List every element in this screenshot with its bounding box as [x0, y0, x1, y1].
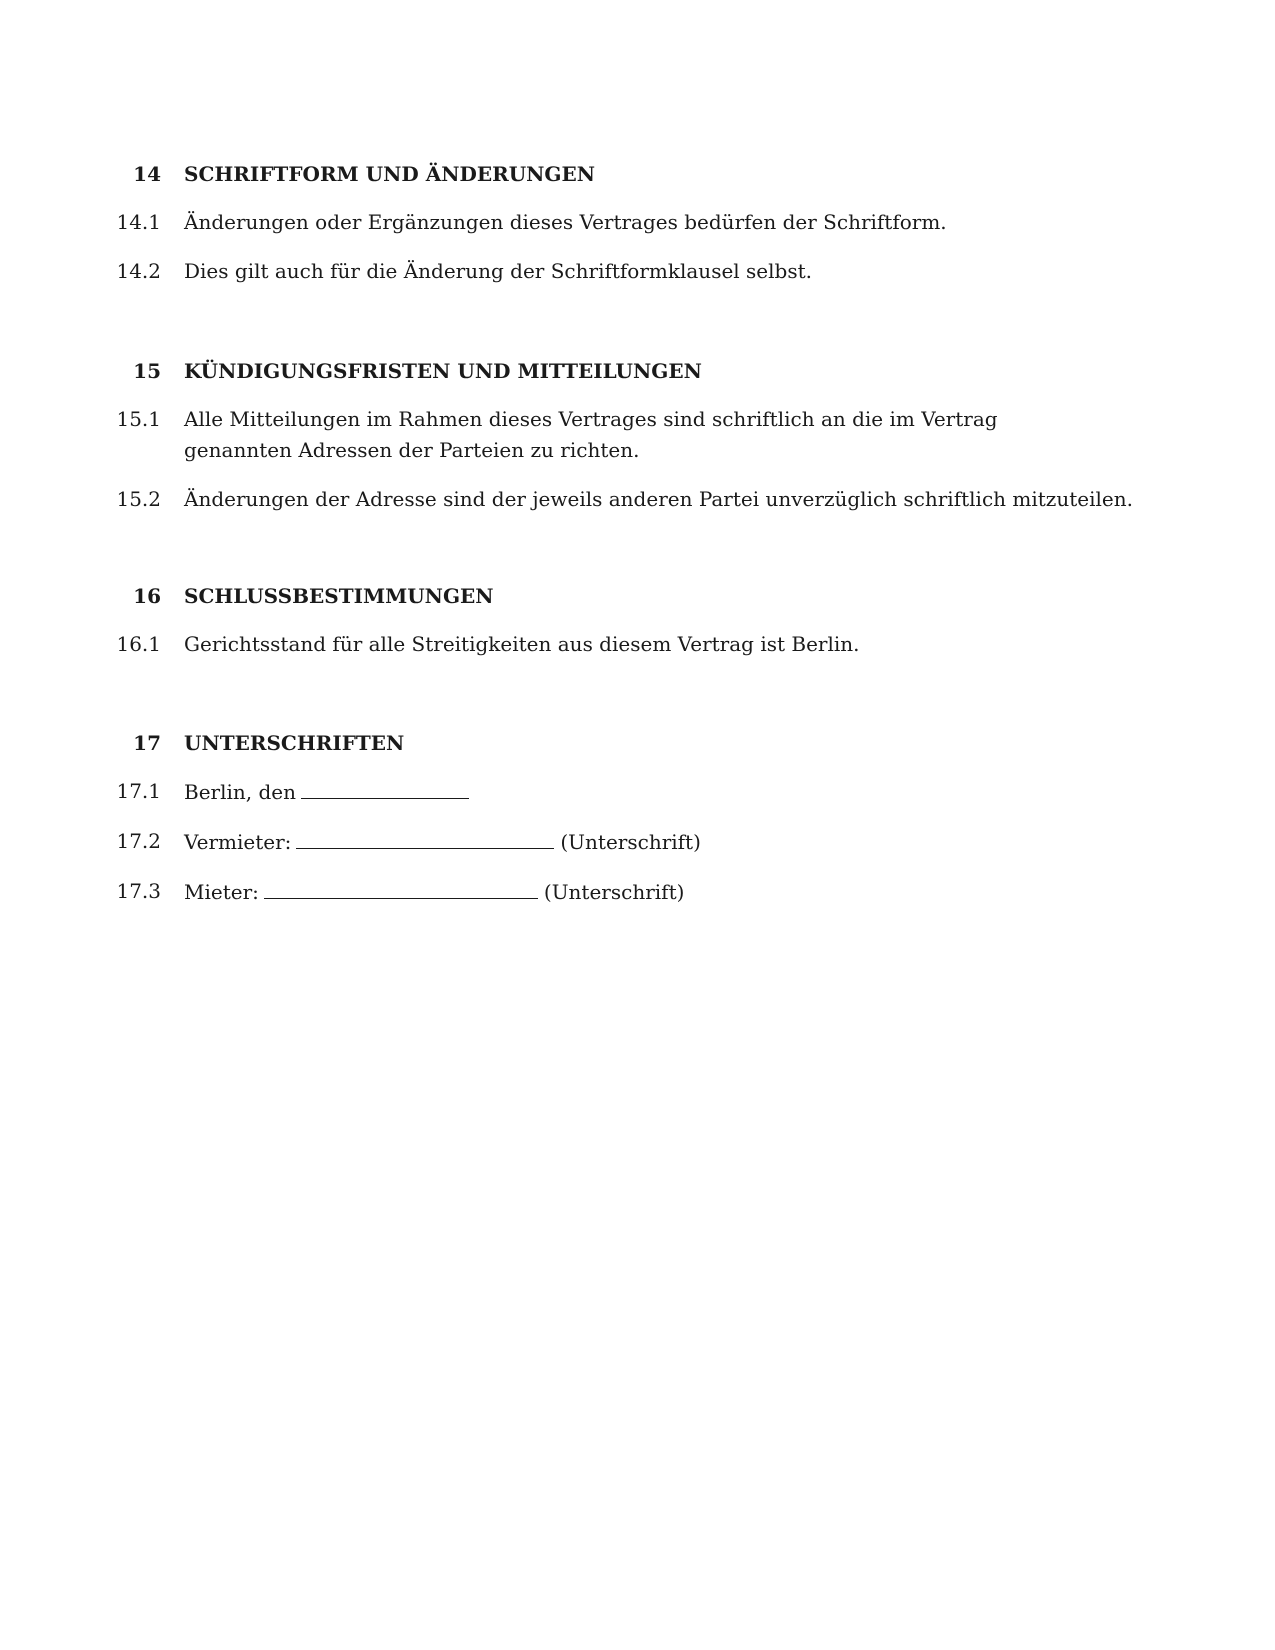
section-heading: [0, 729, 1275, 757]
signature-label: Vermieter:: [184, 830, 292, 854]
clause-number: 17.3: [116, 879, 161, 903]
section-14: [0, 160, 1275, 287]
clause-16-1: [0, 629, 1275, 660]
section-number: 16: [133, 584, 161, 608]
clause-text: Alle Mitteilungen im Rahmen dieses Vertrages sind schriftlich an die im Vertrag genannten Adressen der Parteien zu richten.: [184, 407, 998, 462]
section-title: KÜNDIGUNGSFRISTEN UND MITTEILUNGEN: [184, 359, 702, 383]
clause-number: 17.2: [116, 829, 161, 853]
section-number: 15: [133, 359, 161, 383]
signature-label: Mieter:: [184, 880, 259, 904]
clause-17-1: [0, 776, 1275, 808]
tenant-signature-line[interactable]: [264, 876, 538, 899]
clause-15-1: [0, 404, 1275, 466]
section-title: SCHLUSSBESTIMMUNGEN: [184, 584, 494, 608]
clause-17-2: [0, 826, 1275, 858]
clause-text: Dies gilt auch für die Änderung der Schriftformklausel selbst.: [184, 259, 812, 283]
section-title: SCHRIFTFORM UND ÄNDERUNGEN: [184, 162, 596, 186]
section-title: UNTERSCHRIFTEN: [184, 731, 405, 755]
clause-number: 15.1: [116, 407, 161, 431]
clause-14-1: [0, 207, 1275, 238]
signature-suffix: (Unterschrift): [560, 830, 701, 854]
landlord-signature-line[interactable]: [296, 826, 554, 849]
section-16: [0, 582, 1275, 660]
clause-text: [184, 776, 1114, 808]
signature-suffix: (Unterschrift): [543, 880, 685, 904]
clause-17-3: [0, 876, 1275, 908]
clause-15-2: [0, 484, 1275, 515]
clause-14-2: [0, 256, 1275, 287]
clause-text: [184, 876, 1114, 908]
section-heading: [0, 582, 1275, 610]
date-blank-line[interactable]: [301, 776, 469, 799]
section-15: [0, 357, 1275, 515]
clause-text: Änderungen oder Ergänzungen dieses Vertrages bedürfen der Schriftform.: [184, 210, 947, 234]
clause-number: 15.2: [116, 487, 161, 511]
clause-number: 17.1: [116, 779, 161, 803]
section-heading: [0, 357, 1275, 385]
section-number: 17: [133, 731, 161, 755]
clause-text: Änderungen der Adresse sind der jeweils anderen Partei unverzüglich schriftlich mitzuteilen.: [184, 487, 1133, 511]
section-number: 14: [133, 162, 161, 186]
section-heading: [0, 160, 1275, 188]
section-17: [0, 729, 1275, 908]
clause-number: 14.1: [116, 210, 161, 234]
clause-text: [184, 826, 1114, 858]
signature-label: Berlin, den: [184, 780, 297, 804]
clause-text: Gerichtsstand für alle Streitigkeiten aus diesem Vertrag ist Berlin.: [184, 632, 860, 656]
clause-number: 16.1: [116, 632, 161, 656]
clause-number: 14.2: [116, 259, 161, 283]
